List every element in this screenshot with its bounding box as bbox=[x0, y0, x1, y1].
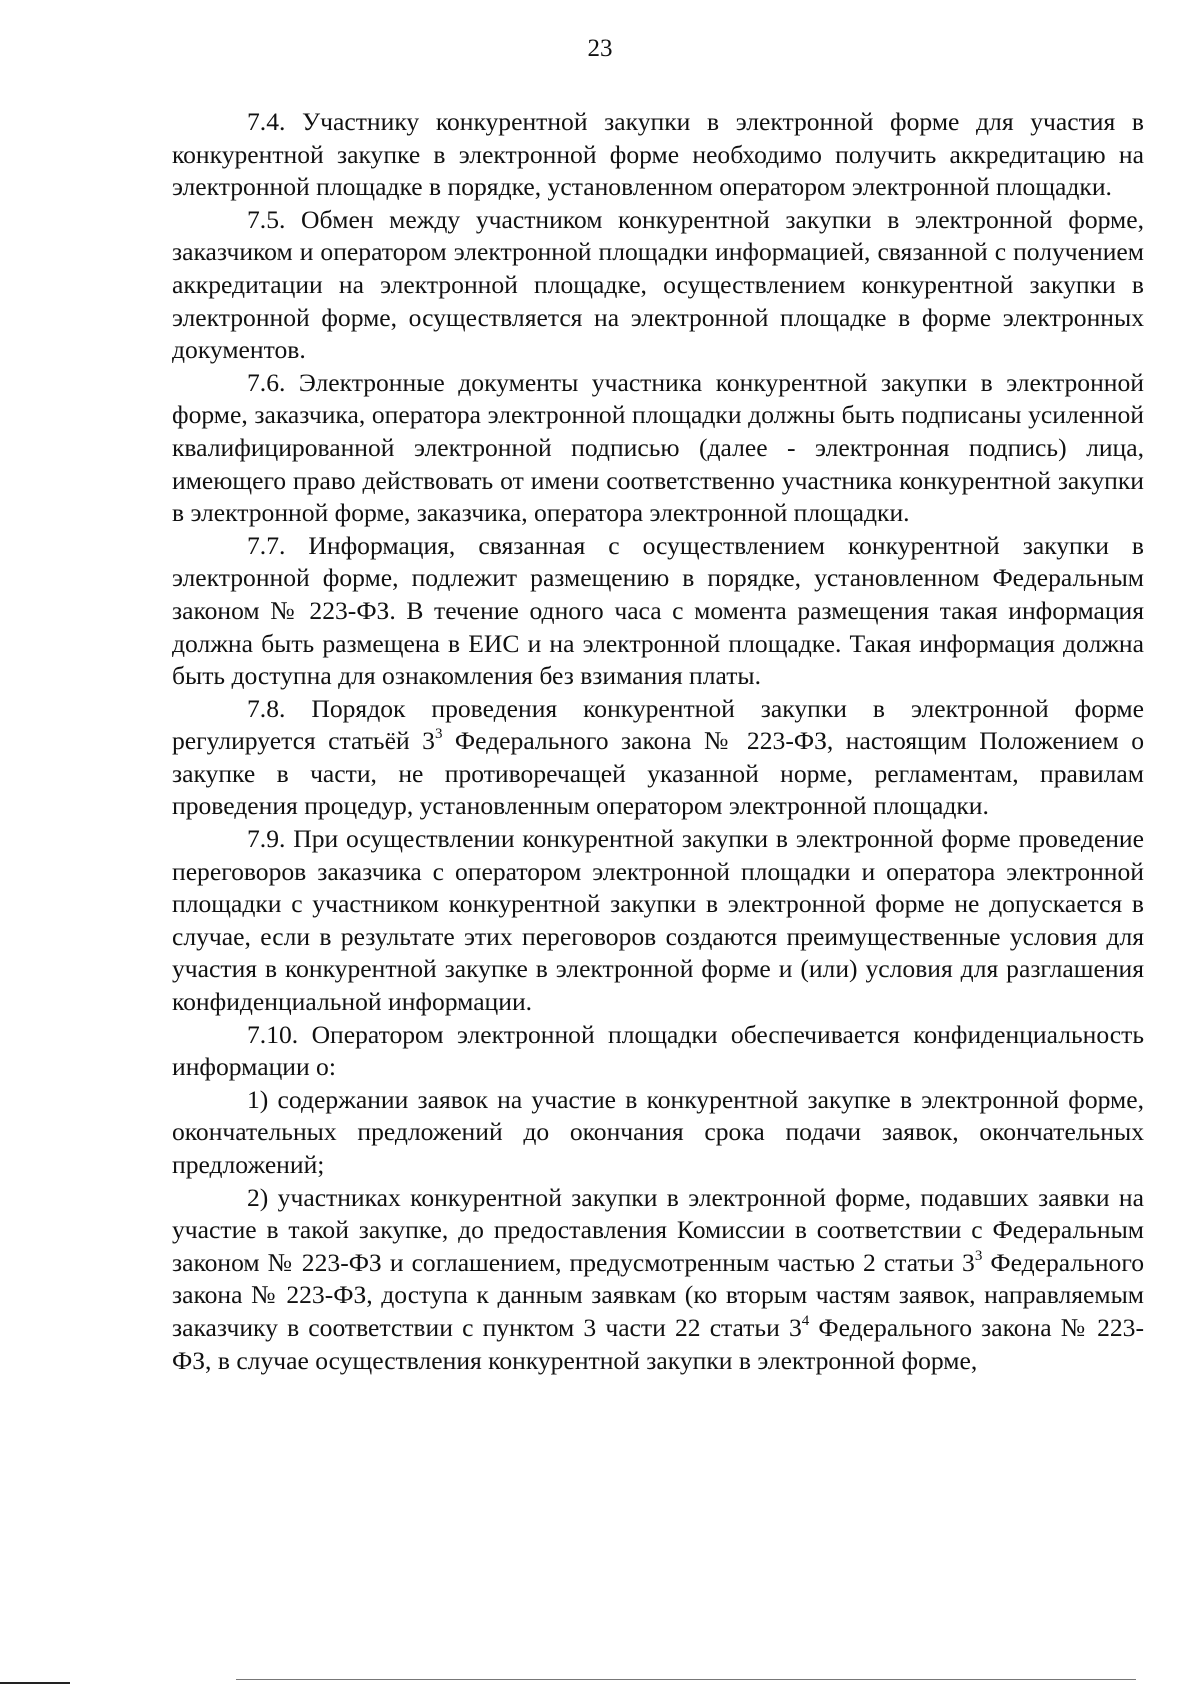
paragraph-7-4: 7.4. Участнику конкурентной закупки в электронной форме для участия в конкурентной закупке в электронной форме необходимо получить аккредитацию на электронной площадке в порядке, установленном оператором электронной площадки. bbox=[172, 107, 1144, 202]
list-item-2-part-2: Федерального закона № 223-ФЗ, доступа к данным заявкам (ко вторым частям заявок, направляемым заказчику в соответствии с пунктом 3 части 22 статьи 3 bbox=[172, 1247, 1144, 1342]
footer-rule bbox=[236, 1679, 1136, 1680]
superscript: 3 bbox=[974, 1247, 983, 1264]
list-item-2 bbox=[172, 1182, 1144, 1378]
paragraph-7-10: 7.10. Оператором электронной площадки обеспечивается конфиденциальность информации о: bbox=[172, 1019, 1144, 1082]
list-item-1: 1) содержании заявок на участие в конкурентной закупке в электронной форме, окончательных предложений до окончания срока подачи заявок, окончательных предложений; bbox=[172, 1084, 1144, 1179]
paragraph-7-8-part-2: Федерального закона № 223-ФЗ, настоящим Положением о закупке в части, не противоречащей указанной норме, регламентам, правилам проведения процедур, установленным оператором электронной площадки. bbox=[172, 726, 1145, 821]
list-item-2-part-1: 2) участниках конкурентной закупки в электронной форме, подавших заявки на участие в такой закупке, до предоставления Комиссии в соответствии с Федеральным законом № 223-ФЗ и соглашением, предусмотренным частью 2 статьи 3 bbox=[172, 1182, 1144, 1277]
paragraph-7-5: 7.5. Обмен между участником конкурентной закупки в электронной форме, заказчиком и оператором электронной площадки информацией, связанной с получением аккредитации на электронной площадке, осуществлением конкурентной закупки в электронной форме, осуществляется на электронной площадке в форме электронных документов. bbox=[172, 204, 1144, 365]
page-number: 23 bbox=[587, 35, 613, 62]
paragraph-7-9: 7.9. При осуществлении конкурентной закупки в электронной форме проведение переговоров заказчика с оператором электронной площадки и оператора электронной площадки с участником конкурентной закупки в электронной форме не допускается в случае, если в результате этих переговоров создаются преимущественные условия для участия в конкурентной закупке в электронной форме и (или) условия для разглашения конфиденциальной информации. bbox=[172, 824, 1144, 1017]
paragraph-7-8-part-1: 7.8. Порядок проведения конкурентной закупки в электронной форме регулируется статьёй 3 bbox=[172, 693, 1144, 756]
superscript: 3 bbox=[434, 726, 443, 743]
paragraph-7-6: 7.6. Электронные документы участника конкурентной закупки в электронной форме, заказчика, оператора электронной площадки должны быть подписаны усиленной квалифицированной электронной подписью (далее - электронная подпись) лица, имеющего право действовать от имени соответственно участника конкурентной закупки в электронной форме, заказчика, оператора электронной площадки. bbox=[172, 367, 1144, 528]
list-item-2-part-3: Федерального закона № 223-ФЗ, в случае осуществления конкурентной закупки в электронной форме, bbox=[172, 1312, 1145, 1375]
superscript: 4 bbox=[801, 1312, 810, 1329]
paragraph-7-7: 7.7. Информация, связанная с осуществлением конкурентной закупки в электронной форме, подлежит размещению в порядке, установленном Федеральным законом № 223-ФЗ. В течение одного часа с момента размещения такая информация должна быть размещена в ЕИС и на электронной площадке. Такая информация должна быть доступна для ознакомления без взимания платы. bbox=[172, 530, 1144, 691]
document-body bbox=[172, 106, 1144, 1377]
paragraph-7-8 bbox=[172, 693, 1144, 823]
scan-artifact-line-left bbox=[0, 1682, 70, 1684]
